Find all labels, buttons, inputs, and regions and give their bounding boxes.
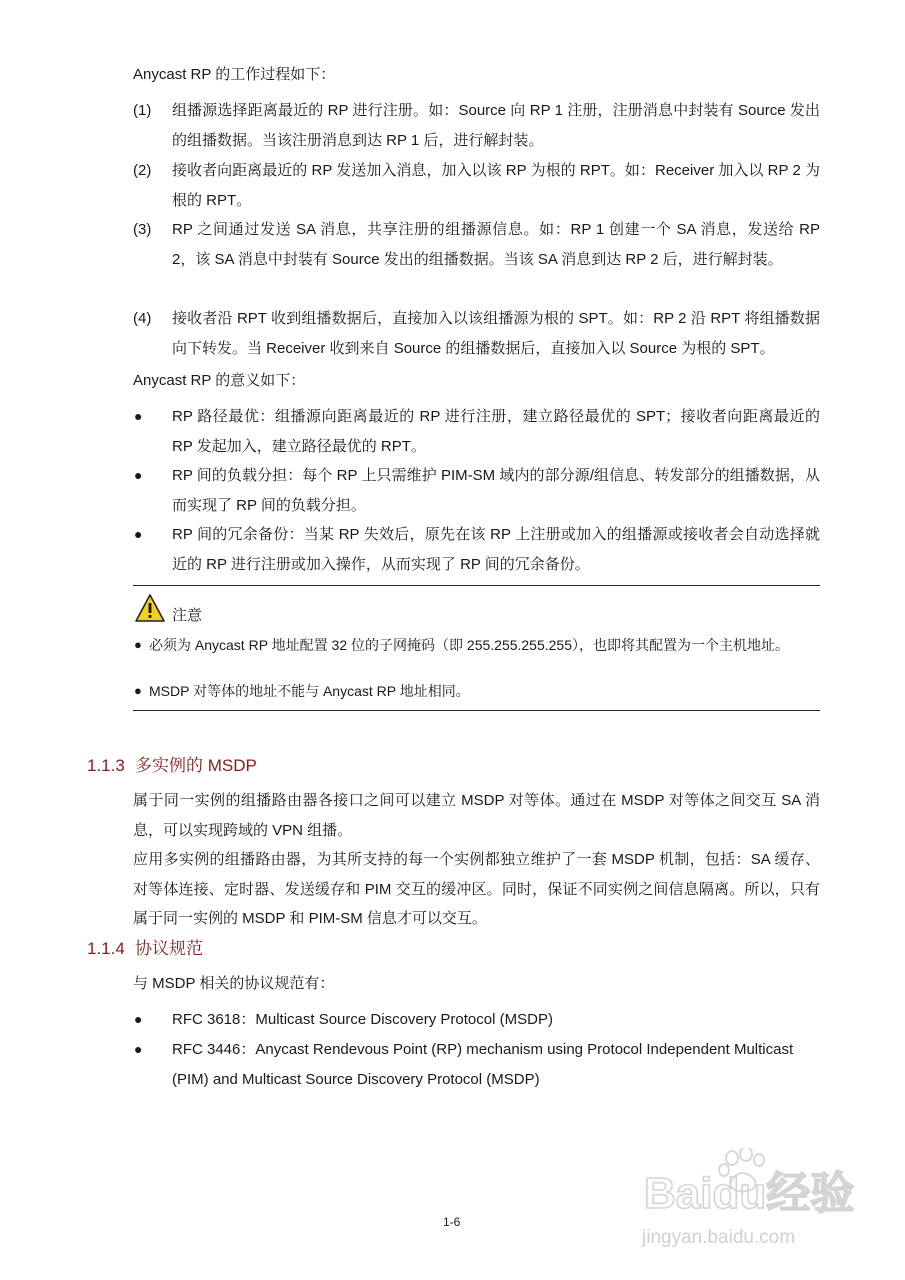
step-text: RP 之间通过发送 SA 消息，共享注册的组播源信息。如：RP 1 创建一个 SA 消息，发送给 RP 2，该 SA 消息中封装有 Source 发出的组播数据。当该 SA 消息到达 RP 2 后，进行解封装。 [172, 221, 820, 268]
caution-title: 注意 [172, 607, 203, 624]
watermark-brand: Baidu经验 [644, 1169, 855, 1218]
baidu-jingyan-watermark [640, 1148, 870, 1258]
step-number: (2) [133, 162, 152, 179]
section-title: 协议规范 [135, 939, 203, 958]
step-text: 组播源选择距离最近的 RP 进行注册。如：Source 向 RP 1 注册，注册消息中封装有 Source 发出的组播数据。当该注册消息到达 RP 1 后，进行解封装。 [172, 102, 820, 149]
caution-item: 必须为 Anycast RP 地址配置 32 位的子网掩码（即 255.255.255.255），也即将其配置为一个主机地址。 [149, 637, 790, 653]
section-title: 多实例的 MSDP [135, 756, 257, 775]
section-113-paragraph: 属于同一实例的组播路由器各接口之间可以建立 MSDP 对等体。通过在 MSDP 对等体之间交互 SA 消息，可以实现跨域的 VPN 组播。 [133, 792, 820, 839]
step-text: 接收者向距离最近的 RP 发送加入消息，加入以该 RP 为根的 RPT。如：Receiver 加入以 RP 2 为根的 RPT。 [172, 162, 820, 209]
step-number: (1) [133, 102, 152, 119]
step-number: (4) [133, 310, 152, 327]
bullet-dot: ● [134, 637, 142, 652]
meaning-bullet-text: RP 间的冗余备份：当某 RP 失效后，原先在该 RP 上注册或加入的组播源或接收者会自动选择就近的 RP 进行注册或加入操作，从而实现了 RP 间的冗余备份。 [172, 526, 820, 573]
bullet-dot: ● [134, 683, 142, 698]
caution-bottom-rule [133, 710, 820, 711]
section-114-intro: 与 MSDP 相关的协议规范有： [133, 975, 335, 992]
rfc-item: RFC 3446：Anycast Rendevous Point (RP) mechanism using Protocol Independent Multicast (PIM) and Multicast Source Discovery Protocol (MSDP) [172, 1041, 794, 1088]
caution-item: MSDP 对等体的地址不能与 Anycast RP 地址相同。 [149, 683, 470, 699]
bullet-dot: ● [134, 408, 143, 424]
section-heading-114 [87, 937, 203, 961]
section-number: 1.1.4 [87, 939, 125, 958]
rfc-item: RFC 3618：Multicast Source Discovery Protocol (MSDP) [172, 1011, 553, 1028]
bullet-dot: ● [134, 526, 143, 542]
meaning-bullet-text: RP 间的负载分担：每个 RP 上只需维护 PIM-SM 域内的部分源/组信息、转发部分的组播数据，从而实现了 RP 间的负载分担。 [172, 467, 820, 514]
bullet-dot: ● [134, 467, 143, 483]
page-number: 1-6 [443, 1215, 461, 1229]
section-number: 1.1.3 [87, 756, 125, 775]
anycast-work-intro: Anycast RP 的工作过程如下： [133, 66, 336, 83]
bullet-dot: ● [134, 1041, 143, 1057]
caution-top-rule [133, 585, 820, 586]
anycast-meaning-intro: Anycast RP 的意义如下： [133, 372, 306, 389]
section-113-paragraph: 应用多实例的组播路由器，为其所支持的每一个实例都独立维护了一套 MSDP 机制，包括：SA 缓存、对等体连接、定时器、发送缓存和 PIM 交互的缓冲区。同时，保证不同实例之间信息隔离。所以，只有属于同一实例的 MSDP 和 PIM-SM 信息才可以交互。 [133, 851, 820, 927]
step-text: 接收者沿 RPT 收到组播数据后，直接加入以该组播源为根的 SPT。如：RP 2 沿 RPT 将组播数据向下转发。当 Receiver 收到来自 Source 的组播数据后，直接加入以 Source 为根的 SPT。 [172, 310, 820, 357]
watermark-url: jingyan.baidu.com [642, 1227, 796, 1248]
bullet-dot: ● [134, 1011, 143, 1027]
baidu-paw-icon [640, 1148, 870, 1258]
warning-icon [135, 594, 165, 622]
section-heading-113 [87, 754, 257, 778]
step-number: (3) [133, 221, 152, 238]
meaning-bullet-text: RP 路径最优：组播源向距离最近的 RP 进行注册，建立路径最优的 SPT；接收者向距离最近的 RP 发起加入，建立路径最优的 RPT。 [172, 408, 820, 455]
